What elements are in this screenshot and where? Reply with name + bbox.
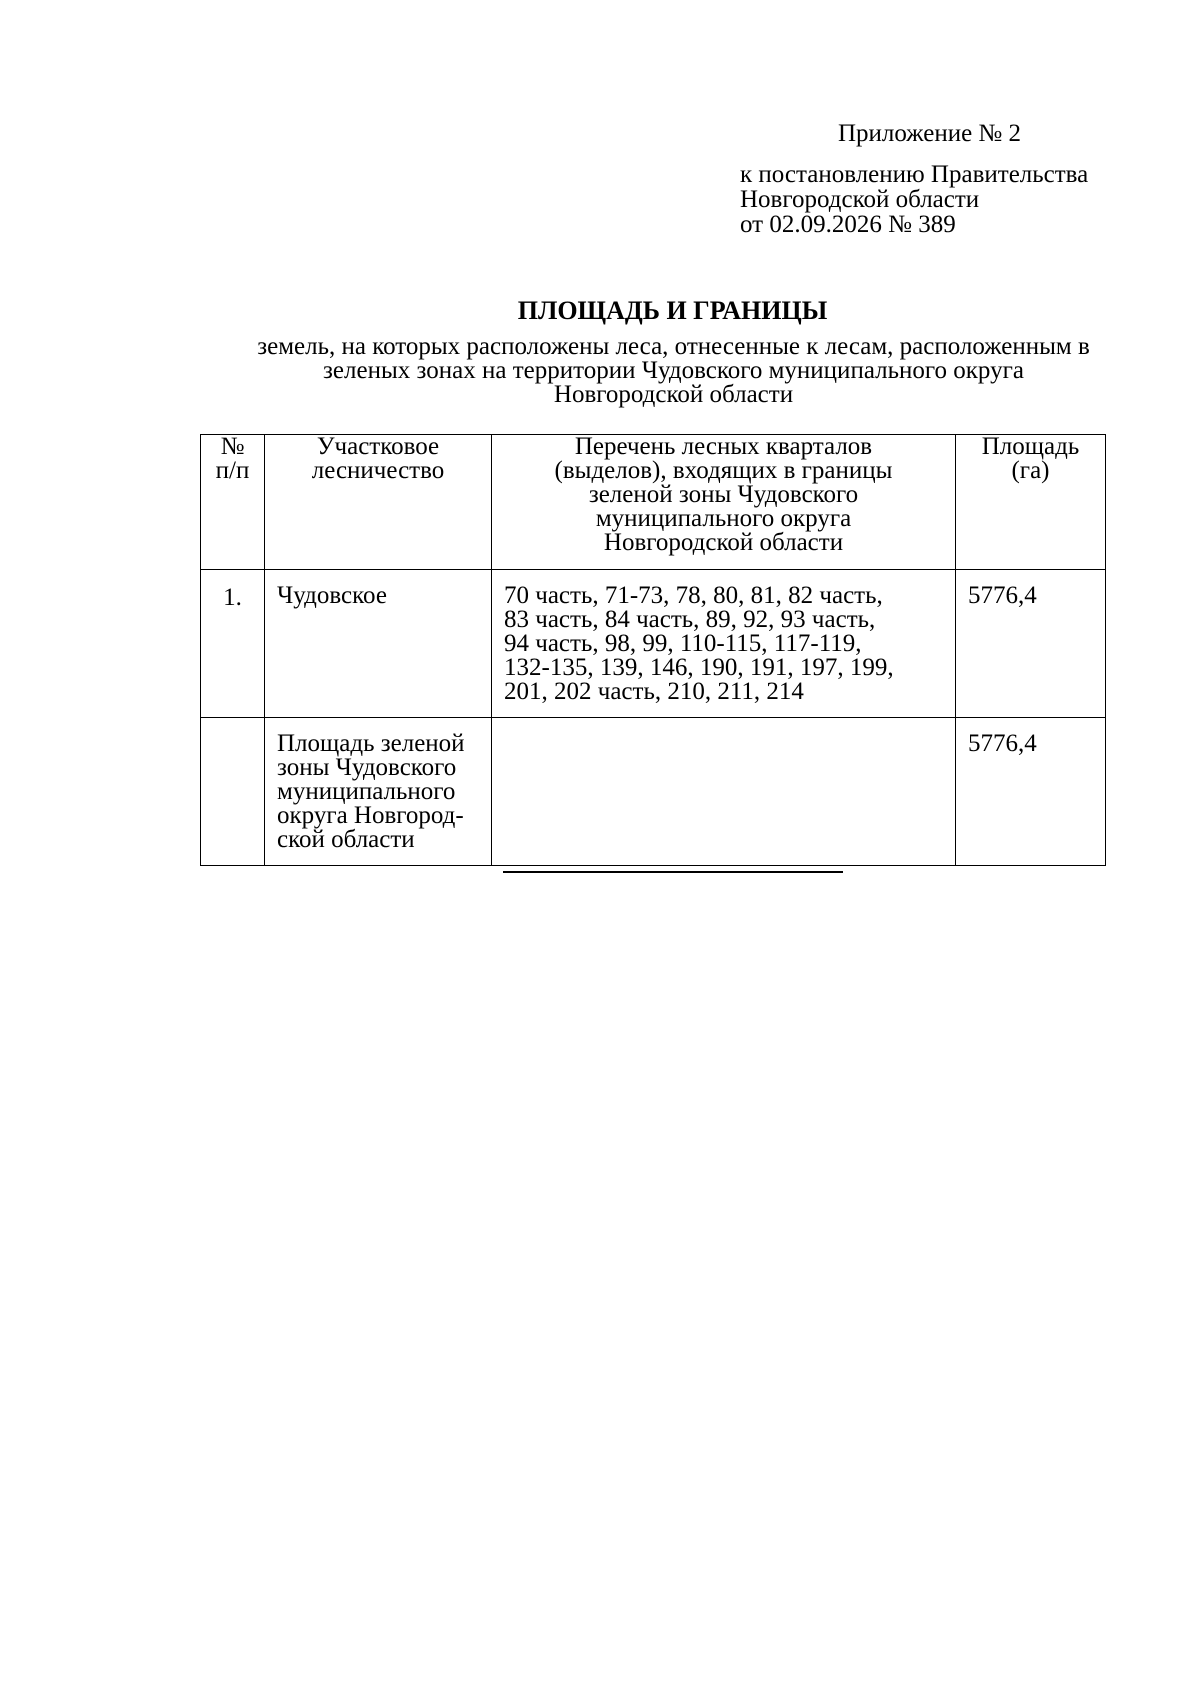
appendix-reference xyxy=(740,162,1088,237)
row-num: 1. xyxy=(201,570,265,718)
row-area: 5776,4 xyxy=(956,718,1106,866)
document-heading: ПЛОЩАДЬ И ГРАНИЦЫ xyxy=(517,296,828,325)
row-forestry: Чудовское xyxy=(265,570,492,718)
table-row xyxy=(201,570,1106,718)
green-zone-table xyxy=(200,434,1106,866)
row-quarters: 70 часть, 71-73, 78, 80, 81, 82 часть, 83 часть, 84 часть, 89, 92, 93 часть, 94 часть, 98, 99, 110-115, 117-119, 132-135, 139, 146, 190, 191, 197, 199, 201, 202 часть, 210, 211, 214 xyxy=(492,570,956,718)
header-num: № п/п xyxy=(201,435,265,570)
subheading-line: зеленых зонах на территории Чудовского муниципального округа xyxy=(323,357,1024,384)
table-row xyxy=(201,718,1106,866)
appendix-line: от 02.09.2026 № 389 xyxy=(740,211,956,238)
appendix-line: Новгородской области xyxy=(740,186,980,213)
subheading-line: Новгородской области xyxy=(553,381,794,408)
row-area: 5776,4 xyxy=(956,570,1106,718)
table-header-row xyxy=(201,435,1106,570)
row-num xyxy=(201,718,265,866)
header-quarters: Перечень лесных кварталов (выделов), входящих в границы зеленой зоны Чудовского муниципального округа Новгородской области xyxy=(492,435,956,570)
row-quarters xyxy=(492,718,956,866)
appendix-title: Приложение № 2 xyxy=(838,120,1022,147)
closing-divider xyxy=(503,871,843,873)
subheading-line: земель, на которых расположены леса, отнесенные к лесам, расположенным в xyxy=(257,333,1090,360)
row-forestry: Площадь зеленой зоны Чудовского муниципального округа Новгород- ской области xyxy=(265,718,492,866)
header-forestry: Участковое лесничество xyxy=(265,435,492,570)
appendix-line: к постановлению Правительства xyxy=(740,161,1089,188)
header-area: Площадь (га) xyxy=(956,435,1106,570)
document-subheading xyxy=(195,335,1152,407)
